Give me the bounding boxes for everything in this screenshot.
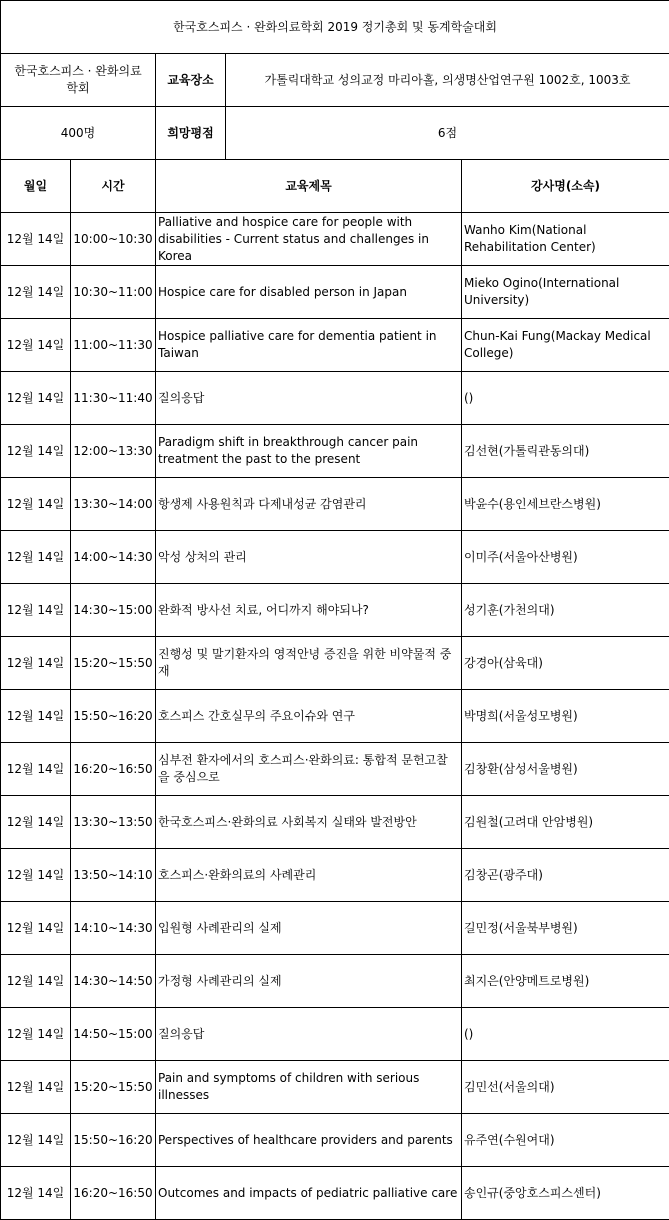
row-lecturer: 박윤수(용인세브란스병원) xyxy=(462,478,669,531)
page-title: 한국호스피스 · 완화의료학회 2019 정기총회 및 동계학술대회 xyxy=(1,1,669,54)
row-time: 13:30~13:50 xyxy=(71,796,156,849)
capacity: 400명 xyxy=(1,107,156,160)
row-time: 11:30~11:40 xyxy=(71,372,156,425)
row-lecturer: Wanho Kim(National Rehabilitation Center) xyxy=(462,213,669,266)
row-lecturer: 김선현(가톨릭관동의대) xyxy=(462,425,669,478)
row-date: 12월 14일 xyxy=(1,1061,71,1114)
table-row xyxy=(1,266,669,319)
row-subject: 한국호스피스·완화의료 사회복지 실태와 발전방안 xyxy=(156,796,462,849)
table-row xyxy=(1,478,669,531)
row-date: 12월 14일 xyxy=(1,849,71,902)
row-subject: 심부전 환자에서의 호스피스·완화의료: 통합적 문헌고찰을 중심으로 xyxy=(156,743,462,796)
column-header-subject: 교육제목 xyxy=(156,160,462,213)
row-time: 15:50~16:20 xyxy=(71,690,156,743)
row-time: 15:50~16:20 xyxy=(71,1114,156,1167)
row-time: 12:00~13:30 xyxy=(71,425,156,478)
table-row xyxy=(1,955,669,1008)
row-date: 12월 14일 xyxy=(1,425,71,478)
table-row xyxy=(1,584,669,637)
row-date: 12월 14일 xyxy=(1,690,71,743)
row-subject: Pain and symptoms of children with serious illnesses xyxy=(156,1061,462,1114)
row-subject: 항생제 사용원칙과 다제내성균 감염관리 xyxy=(156,478,462,531)
row-date: 12월 14일 xyxy=(1,478,71,531)
row-subject: Perspectives of healthcare providers and parents xyxy=(156,1114,462,1167)
row-subject: 질의응답 xyxy=(156,372,462,425)
row-time: 16:20~16:50 xyxy=(71,743,156,796)
row-subject: Paradigm shift in breakthrough cancer pain treatment the past to the present xyxy=(156,425,462,478)
place-label: 교육장소 xyxy=(156,54,226,107)
table-row xyxy=(1,637,669,690)
table-row xyxy=(1,1061,669,1114)
organizer: 한국호스피스 · 완화의료 학회 xyxy=(1,54,156,107)
row-time: 14:10~14:30 xyxy=(71,902,156,955)
row-subject: Hospice care for disabled person in Japan xyxy=(156,266,462,319)
row-date: 12월 14일 xyxy=(1,796,71,849)
table-row xyxy=(1,690,669,743)
row-subject: Outcomes and impacts of pediatric palliative care xyxy=(156,1167,462,1220)
row-subject: 완화적 방사선 치료, 어디까지 해야되나? xyxy=(156,584,462,637)
row-time: 15:20~15:50 xyxy=(71,1061,156,1114)
column-header-lecturer: 강사명(소속) xyxy=(462,160,669,213)
row-date: 12월 14일 xyxy=(1,637,71,690)
row-lecturer: Mieko Ogino(International University) xyxy=(462,266,669,319)
table-row xyxy=(1,1167,669,1220)
row-lecturer: () xyxy=(462,372,669,425)
row-date: 12월 14일 xyxy=(1,1114,71,1167)
row-subject: 진행성 및 말기환자의 영적안녕 증진을 위한 비약물적 중재 xyxy=(156,637,462,690)
row-subject: Hospice palliative care for dementia patient in Taiwan xyxy=(156,319,462,372)
capacity-row xyxy=(1,107,669,160)
row-lecturer: 최지은(안양메트로병원) xyxy=(462,955,669,1008)
row-lecturer: Chun-Kai Fung(Mackay Medical College) xyxy=(462,319,669,372)
place-value: 가톨릭대학교 성의교정 마리아홀, 의생명산업연구원 1002호, 1003호 xyxy=(226,54,669,107)
row-time: 16:20~16:50 xyxy=(71,1167,156,1220)
row-date: 12월 14일 xyxy=(1,319,71,372)
row-lecturer: 김창곤(광주대) xyxy=(462,849,669,902)
row-time: 13:50~14:10 xyxy=(71,849,156,902)
row-date: 12월 14일 xyxy=(1,743,71,796)
row-subject: 호스피스 간호실무의 주요이슈와 연구 xyxy=(156,690,462,743)
row-subject: 질의응답 xyxy=(156,1008,462,1061)
row-time: 14:00~14:30 xyxy=(71,531,156,584)
row-lecturer: 성기훈(가천의대) xyxy=(462,584,669,637)
title-row xyxy=(1,1,669,54)
place-row xyxy=(1,54,669,107)
row-time: 13:30~14:00 xyxy=(71,478,156,531)
row-subject: 입원형 사례관리의 실제 xyxy=(156,902,462,955)
row-lecturer: 박명희(서울성모병원) xyxy=(462,690,669,743)
table-row xyxy=(1,1114,669,1167)
row-date: 12월 14일 xyxy=(1,266,71,319)
row-lecturer: 김원철(고려대 안암병원) xyxy=(462,796,669,849)
row-subject: 호스피스·완화의료의 사례관리 xyxy=(156,849,462,902)
row-date: 12월 14일 xyxy=(1,531,71,584)
row-lecturer: 김창환(삼성서울병원) xyxy=(462,743,669,796)
row-time: 14:30~14:50 xyxy=(71,955,156,1008)
table-row xyxy=(1,319,669,372)
row-time: 10:30~11:00 xyxy=(71,266,156,319)
row-date: 12월 14일 xyxy=(1,213,71,266)
row-lecturer: 유주연(수원여대) xyxy=(462,1114,669,1167)
table-row xyxy=(1,743,669,796)
column-header-time: 시간 xyxy=(71,160,156,213)
row-date: 12월 14일 xyxy=(1,1167,71,1220)
table-row xyxy=(1,531,669,584)
table-row xyxy=(1,849,669,902)
row-time: 15:20~15:50 xyxy=(71,637,156,690)
row-lecturer: 이미주(서울아산병원) xyxy=(462,531,669,584)
row-date: 12월 14일 xyxy=(1,372,71,425)
row-date: 12월 14일 xyxy=(1,584,71,637)
row-time: 11:00~11:30 xyxy=(71,319,156,372)
row-time: 14:50~15:00 xyxy=(71,1008,156,1061)
table-row xyxy=(1,372,669,425)
table-row xyxy=(1,902,669,955)
row-lecturer: 송인규(중앙호스피스센터) xyxy=(462,1167,669,1220)
score-value: 6점 xyxy=(226,107,669,160)
row-subject: Palliative and hospice care for people with disabilities - Current status and challenges in Korea xyxy=(156,213,462,266)
row-subject: 가정형 사례관리의 실제 xyxy=(156,955,462,1008)
table-row xyxy=(1,796,669,849)
table-row xyxy=(1,213,669,266)
row-lecturer: 강경아(삼육대) xyxy=(462,637,669,690)
column-header-row xyxy=(1,160,669,213)
row-date: 12월 14일 xyxy=(1,902,71,955)
row-lecturer: 길민정(서울북부병원) xyxy=(462,902,669,955)
column-header-date: 월일 xyxy=(1,160,71,213)
table-row xyxy=(1,425,669,478)
row-date: 12월 14일 xyxy=(1,1008,71,1061)
row-lecturer: 김민선(서울의대) xyxy=(462,1061,669,1114)
row-time: 10:00~10:30 xyxy=(71,213,156,266)
row-time: 14:30~15:00 xyxy=(71,584,156,637)
table-row xyxy=(1,1008,669,1061)
score-label: 희망평점 xyxy=(156,107,226,160)
row-date: 12월 14일 xyxy=(1,955,71,1008)
row-subject: 악성 상처의 관리 xyxy=(156,531,462,584)
row-lecturer: () xyxy=(462,1008,669,1061)
